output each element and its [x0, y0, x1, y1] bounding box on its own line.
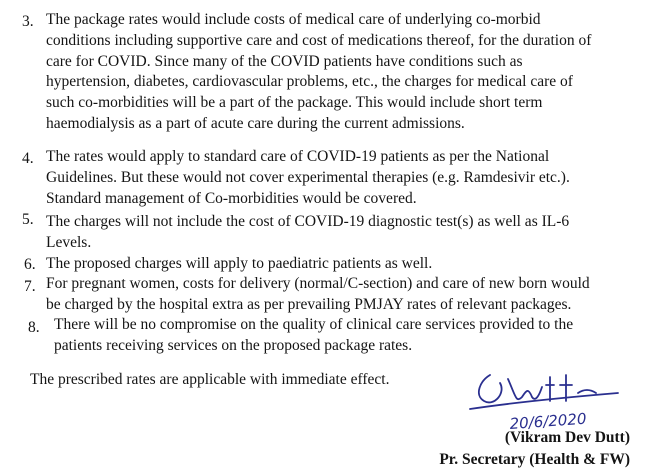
item-number: 6. — [24, 256, 36, 273]
text-line: haemodialysis as a part of acute care during the current admissions. — [46, 114, 465, 132]
text-line: conditions including supportive care and cost of medications thereof, for the duration of — [46, 31, 592, 49]
item-text — [46, 274, 628, 316]
item-text — [46, 254, 628, 275]
item-number: 5. — [22, 211, 34, 228]
handwritten-signature — [450, 363, 640, 435]
item-number: 8. — [28, 319, 40, 336]
text-line: Levels. — [46, 233, 92, 251]
item-text — [46, 10, 628, 135]
item-text — [46, 147, 628, 209]
item-number: 7. — [24, 278, 36, 295]
item-number: 4. — [22, 150, 34, 167]
text-line: Guidelines. But these would not cover experimental therapies (e.g. Ramdesivir etc.). — [46, 168, 570, 186]
text-line: hypertension, diabetes, cardiovascular problems, etc., the charges for medical care of — [46, 73, 573, 91]
text-line: patients receiving services on the proposed package rates. — [54, 336, 413, 354]
signature-block — [410, 363, 640, 473]
svg-text:20/6/2020: 20/6/2020 — [509, 409, 588, 433]
text-line: The proposed charges will apply to paediatric patients as well. — [46, 255, 433, 272]
text-line: The charges will not include the cost of COVID-19 diagnostic test(s) as well as IL-6 — [46, 213, 570, 230]
item-text — [46, 212, 628, 254]
item-text — [54, 315, 630, 357]
text-line: Standard management of Co-morbidities would be covered. — [46, 189, 417, 207]
signatory-name: (Vikram Dev Dutt) — [504, 429, 630, 446]
item-number: 3. — [22, 13, 34, 30]
text-line: be charged by the hospital extra as per prevailing PMJAY rates of relevant packages. — [46, 295, 572, 313]
text-line: care for COVID. Since many of the COVID patients have conditions such as — [46, 52, 523, 70]
text-line: There will be no compromise on the quality of clinical care services provided to the — [54, 316, 574, 333]
text-line: The package rates would include costs of medical care of underlying co-morbid — [46, 11, 541, 28]
text-line: The rates would apply to standard care of COVID-19 patients as per the National — [46, 148, 550, 165]
text-line: such co-morbidities will be a part of the package. This would include short term — [46, 94, 543, 112]
closing-statement: The prescribed rates are applicable with immediate effect. — [30, 371, 390, 388]
signatory-title: Pr. Secretary (Health & FW) — [439, 451, 630, 468]
text-line: For pregnant women, costs for delivery (normal/C-section) and care of new born would — [46, 275, 590, 292]
